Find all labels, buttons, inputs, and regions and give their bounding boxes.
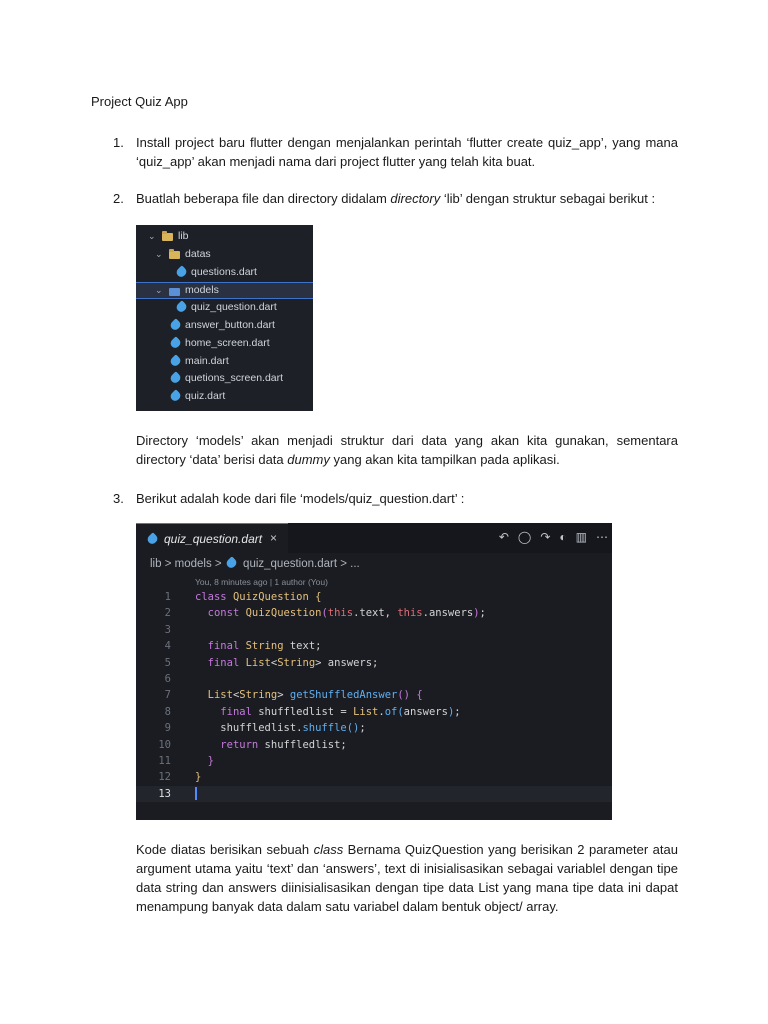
- flutter-icon[interactable]: ◐: [559, 530, 567, 544]
- dart-icon: [175, 265, 188, 278]
- code-line: 7 List<String> getShuffledAnswer() {: [164, 689, 423, 702]
- step-2-number: 2.: [113, 191, 124, 206]
- document-title: Project Quiz App: [91, 94, 188, 109]
- step-3: [113, 489, 678, 508]
- code-line: 8 final shuffledlist = List.of(answers);: [164, 705, 461, 718]
- editor-tab[interactable]: [136, 523, 288, 554]
- dart-icon: [146, 532, 159, 545]
- chevron-down-icon: ⌄: [155, 285, 163, 295]
- tree-item-quiz-question-dart[interactable]: quiz_question.dart: [136, 299, 313, 316]
- code-line: 2 const QuizQuestion(this.text, this.answers);: [164, 607, 486, 620]
- split-editor-icon[interactable]: ▥: [575, 530, 587, 544]
- editor-actions: [490, 530, 608, 544]
- code-line: 1 class QuizQuestion {: [164, 591, 322, 603]
- tree-item-home-screen-dart[interactable]: home_screen.dart: [136, 335, 313, 352]
- models-folder-icon: [169, 288, 180, 296]
- code-line-active: 13: [136, 786, 612, 802]
- dart-icon: [169, 354, 182, 367]
- breadcrumb: lib > models > quiz_question.dart > ...: [150, 558, 360, 570]
- tree-item-answer-button-dart[interactable]: answer_button.dart: [136, 317, 313, 334]
- code-line: 12 }: [158, 771, 202, 784]
- code-line: 3: [164, 623, 171, 636]
- step-3-text: Berikut adalah kode dari file ‘models/quiz_question.dart’ :: [136, 491, 465, 506]
- tree-item-lib[interactable]: ⌄ lib: [136, 228, 313, 245]
- chevron-down-icon: ⌄: [155, 249, 163, 259]
- go-forward-icon[interactable]: ↷: [540, 530, 551, 544]
- breadcrumb-more[interactable]: ...: [350, 558, 360, 570]
- tree-item-quetions-screen-dart[interactable]: quetions_screen.dart: [136, 370, 313, 387]
- step-2-text: Buatlah beberapa file dan directory didalam directory ‘lib’ dengan struktur sebagai berikut :: [136, 191, 656, 206]
- tree-item-questions-dart[interactable]: questions.dart: [136, 264, 313, 281]
- more-actions-icon[interactable]: ⋯: [596, 530, 608, 544]
- file-tree: [136, 225, 313, 411]
- code-line: 6: [164, 672, 171, 685]
- code-area[interactable]: [136, 589, 612, 802]
- folder-icon: [169, 251, 180, 259]
- breadcrumb-models[interactable]: models: [174, 558, 212, 570]
- editor-tab-bar: [136, 523, 612, 553]
- dart-icon: [169, 318, 182, 331]
- step-2-emphasis: directory: [390, 191, 441, 206]
- tree-item-models[interactable]: ⌄ models: [136, 282, 313, 299]
- dart-icon: [169, 389, 182, 402]
- step-3-number: 3.: [113, 491, 124, 506]
- dart-icon: [175, 300, 188, 313]
- tree-item-quiz-dart[interactable]: quiz.dart: [136, 388, 313, 405]
- dart-icon: [225, 556, 238, 569]
- blame-annotation: You, 8 minutes ago | 1 author (You): [195, 577, 328, 587]
- chevron-down-icon: ⌄: [148, 231, 156, 241]
- breadcrumb-file[interactable]: quiz_question.dart: [243, 558, 338, 570]
- code-editor: [136, 523, 612, 820]
- code-line: 10 return shuffledlist;: [158, 738, 347, 751]
- go-back-icon[interactable]: ↶: [498, 530, 509, 544]
- close-icon[interactable]: ×: [270, 531, 278, 545]
- models-description-emphasis: dummy: [287, 452, 330, 467]
- folder-icon: [162, 233, 173, 241]
- step-1-number: 1.: [113, 135, 124, 150]
- tree-item-main-dart[interactable]: main.dart: [136, 353, 313, 370]
- breadcrumb-lib[interactable]: lib: [150, 558, 162, 570]
- code-line: 5 final List<String> answers;: [164, 656, 379, 669]
- dart-icon: [169, 336, 182, 349]
- tab-label: quiz_question.dart: [164, 532, 263, 546]
- class-description-emphasis: class: [313, 842, 344, 857]
- tree-item-datas[interactable]: ⌄ datas: [136, 246, 313, 263]
- commit-icon[interactable]: ◯: [517, 530, 532, 544]
- models-description: Directory ‘models’ akan menjadi struktur dari data yang akan kita gunakan, sementara directory ‘data’ berisi data dummy yang akan kita tampilkan pada aplikasi.: [136, 433, 678, 467]
- code-line: 11 }: [158, 754, 214, 767]
- text-cursor: [195, 787, 197, 800]
- step-1: [113, 133, 678, 171]
- code-line: 4 final String text;: [164, 640, 322, 653]
- step-2: [113, 189, 678, 208]
- dart-icon: [169, 371, 182, 384]
- step-1-text: Install project baru flutter dengan menjalankan perintah ‘flutter create quiz_app’, yang mana ‘quiz_app’ akan menjadi nama dari project flutter yang telah kita buat.: [136, 135, 678, 169]
- code-line: 9 shuffledlist.shuffle();: [164, 722, 366, 735]
- class-description: Kode diatas berisikan sebuah class Bernama QuizQuestion yang berisikan 2 parameter atau argument utama yaitu ‘text’ dan ‘answers’, text di inisialisasikan sebagai variablel dengan tipe data string dan answers diinisialisasikan dengan tipe data List yang mana tipe data ini dapat menampung banyak data dalam satu variabel dalam bentuk object/ array.: [136, 842, 678, 914]
